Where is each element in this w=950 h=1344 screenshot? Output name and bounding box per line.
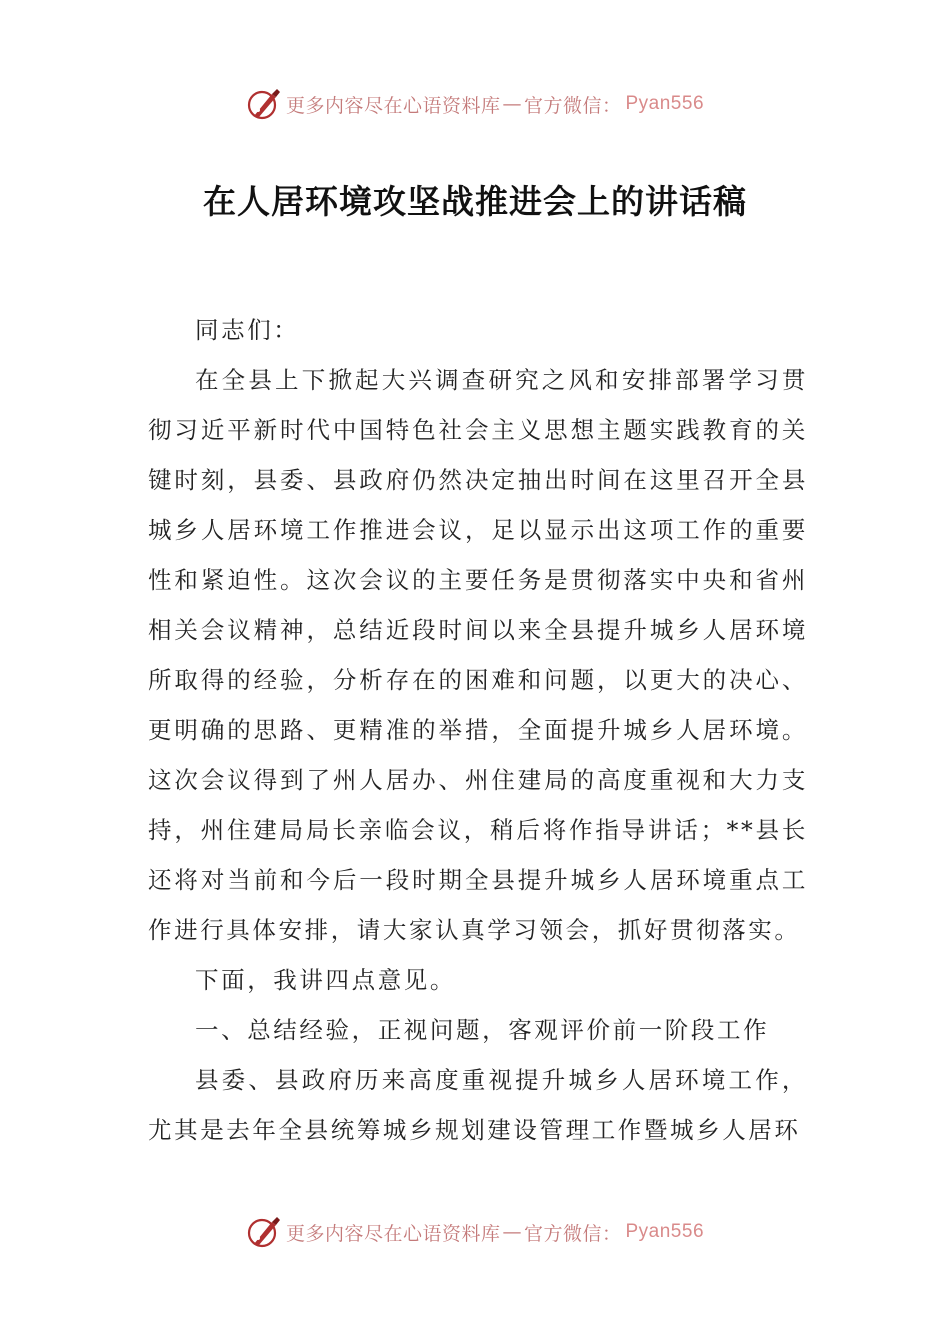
paragraph: 下面，我讲四点意见。 xyxy=(195,966,456,994)
pen-circle-logo-icon xyxy=(246,1214,282,1250)
banner-wechat-id: Pyan556 xyxy=(625,93,705,114)
document-body xyxy=(148,305,808,1155)
banner-main-text: 更多内容尽在心语资料库 xyxy=(285,94,501,117)
banner-dash: — xyxy=(502,93,522,115)
salutation: 同志们： xyxy=(195,316,300,344)
pen-circle-logo-icon xyxy=(246,86,282,122)
document-title: 在人居环境攻坚战推进会上的讲话稿 xyxy=(203,182,747,221)
banner-dash: — xyxy=(502,1221,522,1243)
header-watermark-banner xyxy=(0,84,950,124)
banner-wechat-label: 官方微信： xyxy=(523,1222,622,1245)
footer-watermark-banner xyxy=(0,1212,950,1252)
banner-main-text: 更多内容尽在心语资料库 xyxy=(285,1222,501,1245)
banner-wechat-label: 官方微信： xyxy=(523,94,622,117)
paragraph: 县委、县政府历来高度重视提升城乡人居环境工作，尤其是去年全县统筹城乡规划建设管理工作暨城乡人居环 xyxy=(148,1066,808,1144)
paragraph: 在全县上下掀起大兴调查研究之风和安排部署学习贯彻习近平新时代中国特色社会主义思想主题实践教育的关键时刻，县委、县政府仍然决定抽出时间在这里召开全县城乡人居环境工作推进会议，足以显示出这项工作的重要性和紧迫性。这次会议的主要任务是贯彻落实中央和省州相关会议精神，总结近段时间以来全县提升城乡人居环境所取得的经验，分析存在的困难和问题，以更大的决心、更明确的思路、更精准的举措，全面提升城乡人居环境。这次会议得到了州人居办、州住建局的高度重视和大力支持，州住建局局长亲临会议，稍后将作指导讲话；**县长还将对当前和今后一段时期全县提升城乡人居环境重点工作进行具体安排，请大家认真学习领会，抓好贯彻落实。 xyxy=(148,366,808,944)
banner-wechat-id: Pyan556 xyxy=(625,1221,705,1242)
section-heading: 一、总结经验，正视问题，客观评价前一阶段工作 xyxy=(195,1016,770,1044)
